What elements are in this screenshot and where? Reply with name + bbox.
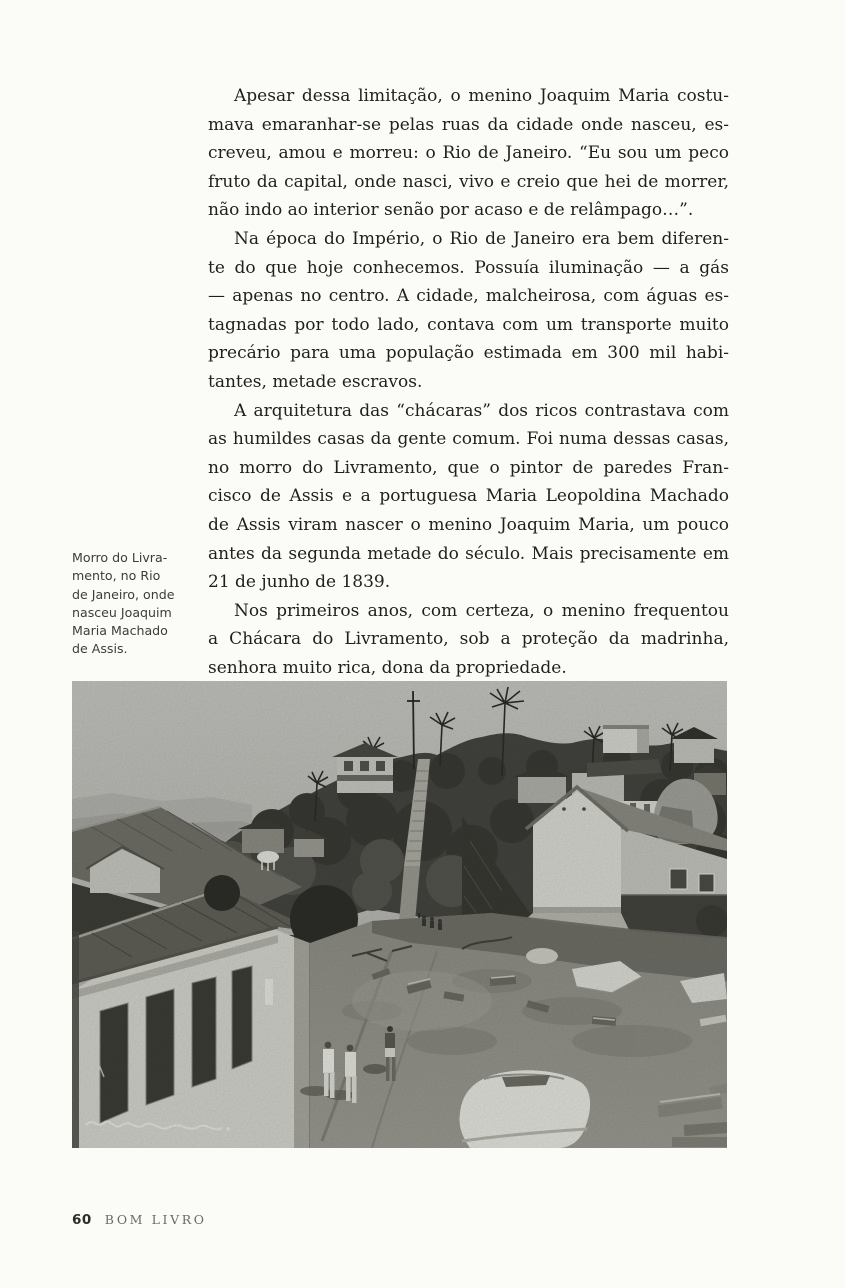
text-line: — apenas no centro. A cidade, malcheirosa, com águas es- bbox=[208, 286, 729, 307]
text-line: creveu, amou e morreu: o Rio de Janeiro. “Eu sou um peco bbox=[208, 143, 729, 164]
text-line: de Assis viram nascer o menino Joaquim Maria, um pouco bbox=[208, 514, 729, 535]
text-line: tagnadas por todo lado, contava com um transporte muito bbox=[208, 314, 729, 335]
caption-line: de Assis. bbox=[72, 641, 128, 657]
text-line: senhora muito rica, dona da propriedade. bbox=[208, 657, 567, 678]
text-line: Na época do Império, o Rio de Janeiro era bem diferen- bbox=[234, 228, 729, 249]
text-line: no morro do Livramento, que o pintor de paredes Fran- bbox=[208, 457, 729, 478]
caption-line: nasceu Joaquim bbox=[72, 604, 172, 620]
book-title: BOM LIVRO bbox=[104, 1212, 207, 1227]
text-line: 21 de junho de 1839. bbox=[208, 572, 391, 593]
text-line: cisco de Assis e a portuguesa Maria Leopoldina Machado bbox=[208, 486, 729, 507]
photo-grain bbox=[72, 681, 727, 1148]
photo-morro-do-livramento bbox=[72, 681, 727, 1148]
text-line: não indo ao interior senão por acaso e de relâmpago…”. bbox=[208, 200, 694, 221]
page-number: 60 bbox=[72, 1212, 92, 1228]
photo-image bbox=[72, 681, 727, 1148]
caption-line: mento, no Rio bbox=[72, 568, 161, 584]
page-footer bbox=[72, 1212, 207, 1228]
caption-line: Maria Machado bbox=[72, 623, 168, 639]
text-line: Nos primeiros anos, com certeza, o menino frequentou bbox=[234, 600, 729, 621]
text-line: a Chácara do Livramento, sob a proteção da madrinha, bbox=[208, 629, 729, 650]
text-line: antes da segunda metade do século. Mais precisamente em bbox=[208, 543, 729, 564]
caption-line: de Janeiro, onde bbox=[72, 586, 175, 602]
text-line: tantes, metade escravos. bbox=[208, 371, 423, 392]
caption-line: Morro do Livra- bbox=[72, 550, 168, 565]
text-line: A arquitetura das “chácaras” dos ricos contrastava com bbox=[234, 400, 729, 421]
text-line: te do que hoje conhecemos. Possuía iluminação — a gás bbox=[208, 257, 729, 278]
text-line: precário para uma população estimada em 300 mil habi- bbox=[208, 343, 729, 364]
text-line: Apesar dessa limitação, o menino Joaquim Maria costu- bbox=[234, 86, 729, 106]
text-line: as humildes casas da gente comum. Foi numa dessas casas, bbox=[208, 429, 729, 450]
text-line: fruto da capital, onde nasci, vivo e creio que hei de morrer, bbox=[208, 171, 729, 192]
body-text bbox=[208, 82, 729, 682]
text-line: mava emaranhar-se pelas ruas da cidade onde nasceu, es- bbox=[208, 114, 729, 135]
photo-caption bbox=[72, 549, 192, 659]
